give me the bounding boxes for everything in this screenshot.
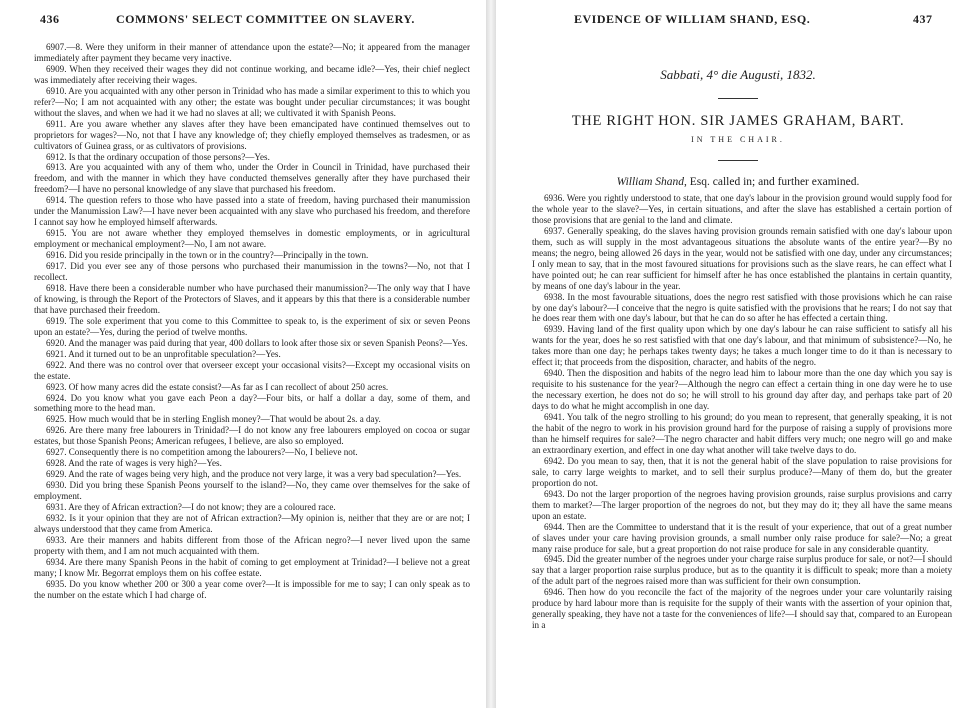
question-paragraph: 6927. Consequently there is no competition among the labourers?—No, I believe not.	[46, 447, 358, 458]
question-paragraph: 6921. And it turned out to be an unprofitable speculation?—Yes.	[46, 348, 281, 359]
question-paragraph: 6916. Did you reside principally in the town or in the country?—Principally in the town.	[46, 250, 369, 261]
question-paragraph: 6920. And the manager was paid during that year, 400 dollars to look after those six or seven Spanish Peons?—Yes.	[46, 337, 468, 348]
left-page-number: 436	[40, 12, 60, 26]
question-paragraph: 6926. Are there many free labourers in Trinidad?—I do not know any free labourers employed on cocoa or sugar estates, but those Spanish Peons; American refugees, I believe, are also so employed.	[34, 425, 470, 447]
question-paragraph: 6936. Were you rightly understood to state, that one day's labour in the provision ground would supply food for the whole year to the slave?—Yes, in certain situations, and after the slave has established a certain portion of those provisions that are genial to the land and climate.	[532, 193, 952, 225]
question-paragraph: 6937. Generally speaking, do the slaves having provision grounds remain satisfied with one day's labour upon them, such as will supply in the most advantageous situations the absolute wants of the entire year?—By no means; the negro, being allowed 26 days in the year, would not be satisfied with one day, under any circumstances; I only mean to say, that in the most favoured situations for provisions such as the slave rears, he can effect what I have pointed out; he can rear sufficient for himself after he has once established the plantains in certain quantity, by means of one day's labour in the year.	[532, 225, 952, 291]
witness-name: William Shand	[616, 176, 685, 188]
chairman-name: THE RIGHT HON. SIR JAMES GRAHAM, BART.	[571, 113, 905, 129]
book-gutter	[486, 0, 496, 708]
question-paragraph: 6945. Did the greater number of the negroes under your charge raise surplus produce for sale, or not?—I should say that a larger proportion raise surplus produce, but as to the quantity it is difficult to speak; more than a moiety of the adult part of the negroes raised more than was sufficient for their own consumption.	[532, 554, 952, 587]
question-paragraph: 6909. When they received their wages they did not continue working, and became idle?—Yes, their chief neglect was immediately after receiving their wages.	[34, 63, 470, 85]
left-text-column	[34, 42, 470, 601]
question-paragraph: 6911. Are you aware whether any slaves after they have been emancipated have continued themselves out to proprietors for wages?—No, not that I have any knowledge of; they chiefly employed themselves as tradesmen, or as cultivators of Guinea grass, or as cultivators of provisions.	[34, 118, 470, 151]
question-paragraph: 6915. You are not aware whether they employed themselves in domestic employments, or in agricultural employment or mechanical employment?—No, I am not aware.	[34, 228, 470, 250]
question-paragraph: 6910. Are you acquainted with any other person in Trinidad who has made a similar experiment to this to which you refer?—No; I am not acquainted with any other; the estate was bought under peculiar circumstances; it was bought without the slaves, and when we had it we had no slaves at all; we cultivated it with Spanish Peons.	[34, 85, 470, 118]
question-paragraph: 6941. You talk of the negro strolling to his ground; do you mean to represent, that generally speaking, it is not the habit of the negro to work in his provision ground hard for the purpose of raising a supply of provisions more than he himself requires for sale?—The negro character and habit differs very much; one negro will go and make an extraordinary exertion, and effect in one day what another will take twelve days to do.	[532, 412, 952, 455]
right-page	[496, 0, 980, 708]
witness-line-rest: , Esq. called in; and further examined.	[684, 176, 860, 188]
question-paragraph: 6946. Then how do you reconcile the fact of the majority of the negroes under your care voluntarily raising produce by hard labour more than is requisite for the supply of their wants with the assertion of your opinion that, generally speaking, they have not a taste for the conveniences of life?—I should say that, compared to an European in a	[532, 587, 952, 631]
right-text-column	[532, 193, 952, 631]
question-paragraph: 6929. And the rate of wages being very high, and the produce not very large, it was a very bad speculation?—Yes.	[46, 469, 462, 480]
right-running-title: EVIDENCE OF WILLIAM SHAND, ESQ.	[574, 12, 811, 26]
question-paragraph: 6907.—8. Were they uniform in their manner of attendance upon the estate?—No; it appeared from the manager immediately after payment they became very inactive.	[34, 42, 470, 63]
question-paragraph: 6942. Do you mean to say, then, that it is not the general habit of the slave population to raise provisions for sale, to carry large weights to market, and to sell their surplus produce?—Many of them do, but the greater proportion do not.	[532, 455, 952, 488]
question-paragraph: 6924. Do you know what you gave each Peon a day?—Four bits, or half a dollar a day, some of them, and something more to the head man.	[34, 392, 470, 414]
question-paragraph: 6914. The question refers to those who have passed into a state of freedom, having purchased their manumission under the Manumission Law?—I have never been acquainted with any slave who purchased his freedom, and therefore I cannot say how he employed himself afterwards.	[34, 195, 470, 228]
question-paragraph: 6940. Then the disposition and habits of the negro lead him to labour more than the one day which you say is requisite to his sustenance for the year?—Although the negro can effect a certain thing in one day were he to use the necessary exertion, he does not do so; he will stroll to his ground day after day, and perhaps take part of 20 days to do what he might accomplish in one day.	[532, 368, 952, 412]
question-paragraph: 6943. Do not the larger proportion of the negroes having provision grounds, raise surplus provisions and carry them to market?—The larger proportion of the negroes do not, but they may do it; they all have the same means upon an estate.	[532, 488, 952, 521]
question-paragraph: 6928. And the rate of wages is very high?—Yes.	[46, 458, 222, 469]
question-paragraph: 6923. Of how many acres did the estate consist?—As far as I can recollect of about 250 acres.	[46, 381, 389, 392]
question-paragraph: 6938. In the most favourable situations, does the negro rest satisfied with those provisions which he can raise by one day's labour?—I conceive that the negro is quite satisfied with the provisions that he rears; I do not say that he does rear them with one day's labour, but that he can do so after he has effected a certain thing.	[532, 291, 952, 324]
question-paragraph: 6919. The sole experiment that you come to this Committee to speak to, is the experiment of six or seven Peons upon an estate?—Yes, during the period of twelve months.	[34, 315, 470, 337]
session-date: Sabbati, 4° die Augusti, 1832.	[660, 67, 816, 82]
question-paragraph: 6935. Do you know whether 200 or 300 a year come over?—It is impossible for me to say; I can only speak as to the number on the estate which I had charge of.	[34, 578, 470, 600]
question-paragraph: 6932. Is it your opinion that they are not of African extraction?—My opinion is, neither that they are or are not; I always understood that they came from America.	[34, 512, 470, 534]
left-page	[0, 0, 486, 708]
question-paragraph: 6931. Are they of African extraction?—I do not know; they are a coloured race.	[46, 502, 336, 513]
question-paragraph: 6917. Did you ever see any of those persons who purchased their manumission in the towns?—No, not that I recollect.	[34, 261, 470, 283]
question-paragraph: 6913. Are you acquainted with any of them who, under the Order in Council in Trinidad, have purchased their freedom, and with the manner in which they have conducted themselves generally after they have purchased their freedom?—I have no personal knowledge of any slave that purchased his freedom.	[34, 162, 470, 195]
question-paragraph: 6944. Then are the Committee to understand that it is the result of your experience, that out of a great number of slaves under your care having provision grounds, a small number only raise produce for sale?—No; a great many raise produce for sale, but a great proportion do not raise produce for sale in any considerable quantity.	[532, 521, 952, 554]
question-paragraph: 6912. Is that the ordinary occupation of those persons?—Yes.	[46, 151, 270, 162]
question-paragraph: 6922. And there was no control over that overseer except your occasional visits?—Except my occasional visits on the estate.	[34, 359, 470, 381]
question-paragraph: 6925. How much would that be in sterling English money?—That would be about 2s. a day.	[46, 414, 381, 425]
question-paragraph: 6939. Having land of the first quality upon which by one day's labour he can raise sufficient to satisfy all his wants for the year, does he so rest satisfied with that one day's labour, and that minimum of subsistence?—No, he takes more than one day; he perhaps takes twenty days; he takes a much longer time to do it than is necessary to effect it; that proceeds from the disposition, character, and habits of the negro.	[532, 324, 952, 368]
question-paragraph: 6930. Did you bring these Spanish Peons yourself to the island?—No, they came over themselves for the sake of employment.	[34, 480, 470, 502]
question-paragraph: 6918. Have there been a considerable number who have purchased their manumission?—The only way that I have of knowing, is through the Report of the Protectors of Slaves, and it appears by this that there is a considerable number that have purchased their freedom.	[34, 282, 470, 315]
divider-rule	[718, 98, 758, 99]
question-paragraph: 6934. Are there many Spanish Peons in the habit of coming to get employment at Trinidad?—I believe not a great many; I know Mr. Begorrat employs them on his coffee estate.	[34, 556, 470, 578]
right-page-number: 437	[913, 12, 933, 26]
question-paragraph: 6933. Are their manners and habits different from those of the African negro?—I never lived upon the same property with them, and I am not much acquainted with them.	[34, 534, 470, 556]
witness-line	[496, 176, 980, 188]
in-the-chair-label: IN THE CHAIR.	[691, 135, 785, 144]
left-running-title: COMMONS' SELECT COMMITTEE ON SLAVERY.	[116, 12, 415, 26]
divider-rule	[718, 160, 758, 161]
